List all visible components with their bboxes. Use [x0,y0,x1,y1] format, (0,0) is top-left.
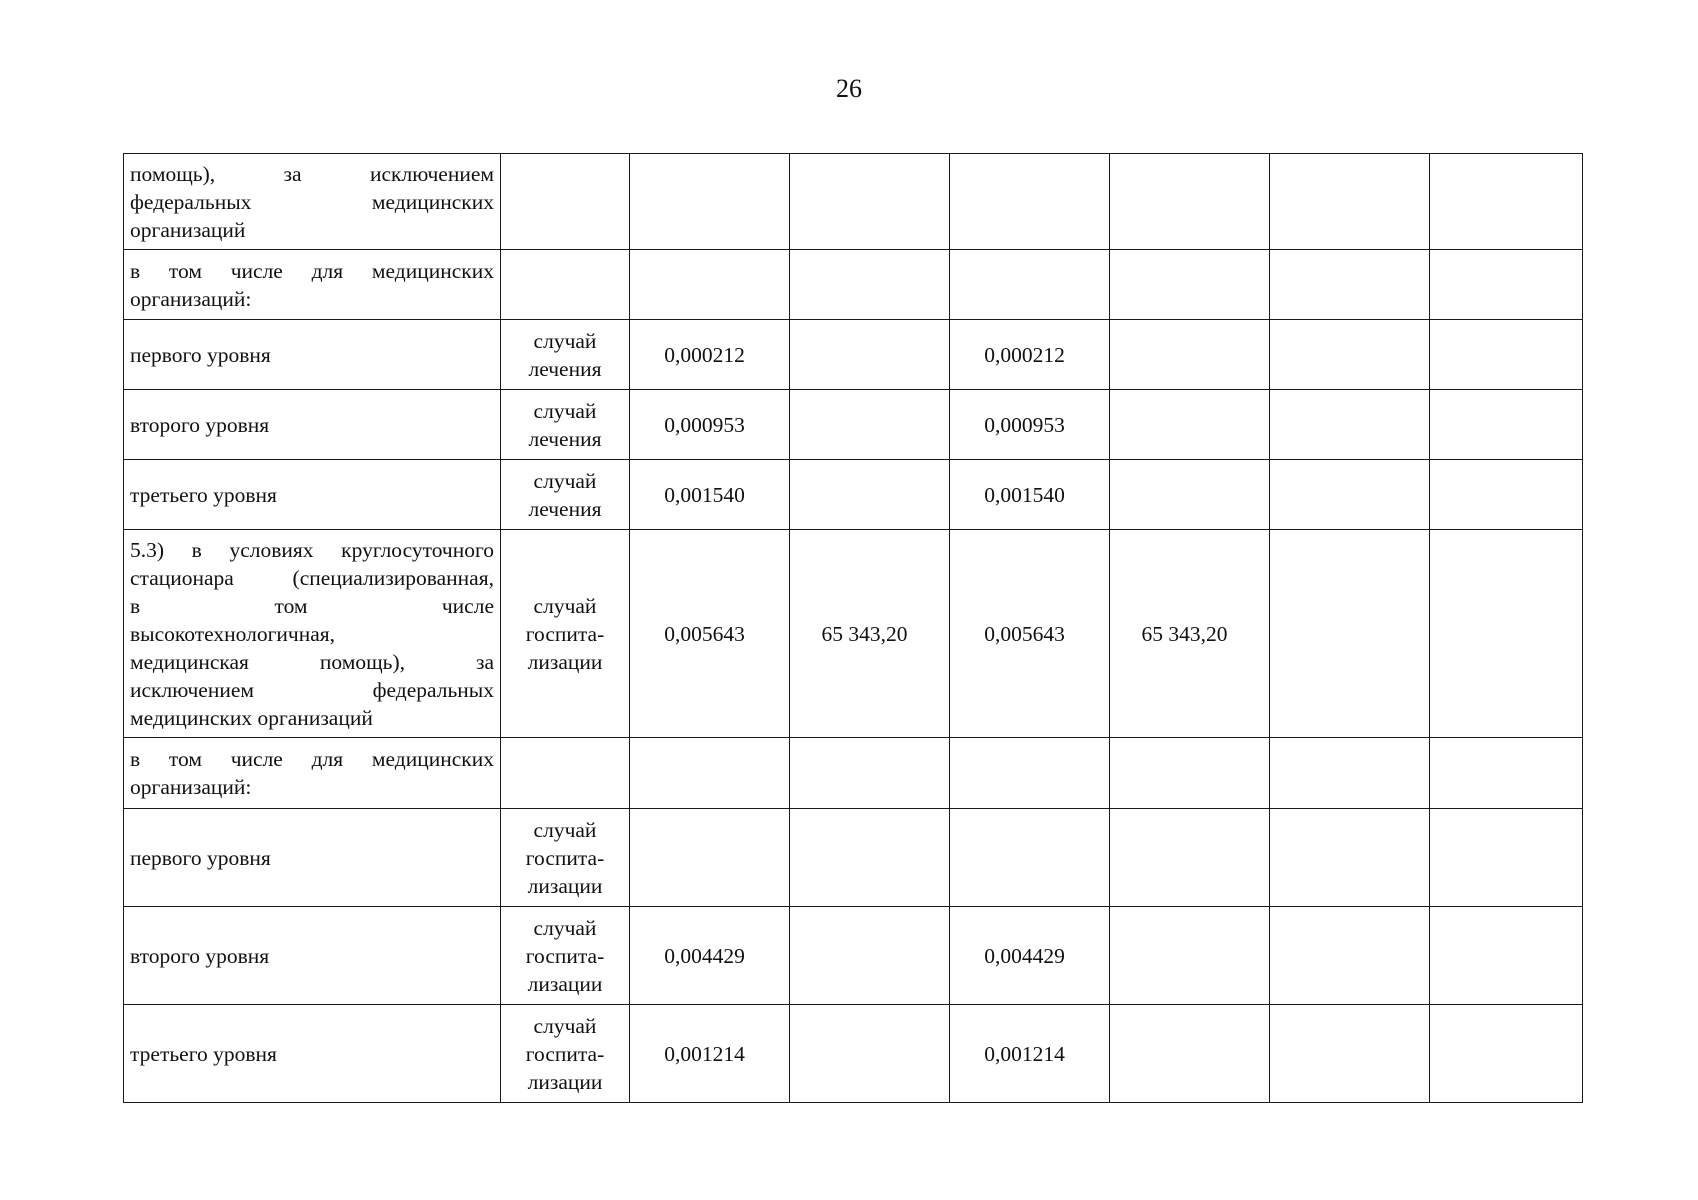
table-row [124,809,1583,907]
row-name-cell [124,390,501,460]
unit-cell [501,1005,630,1103]
value-cell: 0,005643 [630,530,790,738]
row-name-line: федеральных медицинских [130,189,494,214]
table-row [124,1005,1583,1103]
value-cell [1430,809,1583,907]
value-cell [1270,530,1430,738]
value-cell [790,809,950,907]
row-name-line: медицинская помощь), за [130,649,494,674]
row-name-cell [124,738,501,809]
row-name-line: 5.3) в условиях круглосуточного [130,537,494,562]
unit-line: лизации [527,971,603,996]
row-name-line: организаций: [130,286,252,311]
value-cell: 65 343,20 [790,530,950,738]
value-cell [1430,250,1583,320]
value-cell [1430,530,1583,738]
value-cell [790,390,950,460]
unit-line: случай [533,915,597,940]
value-cell [1270,460,1430,530]
row-name-line: в том числе для медицинских [130,747,494,771]
unit-line: лизации [527,873,603,898]
table-row [124,907,1583,1005]
value-cell [1430,1005,1583,1103]
value-cell [1110,460,1270,530]
row-name-cell [124,154,501,250]
row-name-line: первого уровня [130,342,271,367]
value-cell [1110,320,1270,390]
unit-line: лечения [528,426,602,451]
value-cell [950,738,1110,809]
unit-cell [501,250,630,320]
unit-line: лизации [527,1069,603,1094]
value-cell [630,154,790,250]
row-name-line: исключением федеральных [130,677,494,702]
row-name-cell [124,530,501,738]
unit-line: госпита- [525,943,605,968]
row-name-line: второго уровня [130,943,270,968]
value-cell: 0,000212 [630,320,790,390]
value-cell: 0,001540 [950,460,1110,530]
value-cell [790,460,950,530]
value-cell [1110,907,1270,1005]
unit-line: госпита- [525,845,605,870]
table-row [124,320,1583,390]
value-cell [1430,460,1583,530]
value-cell [1430,907,1583,1005]
value-cell [1430,738,1583,809]
unit-line: случай [533,328,597,353]
unit-line: случай [533,398,597,423]
table-row [124,250,1583,320]
value-cell [1110,738,1270,809]
value-cell: 0,001214 [950,1005,1110,1103]
value-cell [1430,154,1583,250]
row-name-cell [124,250,501,320]
unit-line: лечения [528,496,602,521]
value-cell [790,154,950,250]
unit-line: госпита- [525,621,605,646]
value-cell [630,809,790,907]
row-name-line: высокотехнологичная, [130,621,336,646]
row-name-cell [124,907,501,1005]
value-cell [1110,390,1270,460]
value-cell [790,738,950,809]
table-row [124,154,1583,250]
value-cell [1270,738,1430,809]
value-cell: 0,004429 [630,907,790,1005]
value-cell [1270,250,1430,320]
value-cell [950,250,1110,320]
unit-cell [501,809,630,907]
value-cell [790,907,950,1005]
value-cell: 0,001214 [630,1005,790,1103]
row-name-cell [124,460,501,530]
value-cell [1270,154,1430,250]
unit-cell [501,460,630,530]
value-cell [1270,390,1430,460]
row-name-cell [124,1005,501,1103]
row-name-line: организаций: [130,775,252,799]
unit-cell [501,738,630,809]
unit-line: госпита- [525,1041,605,1066]
value-cell [1270,1005,1430,1103]
unit-line: лизации [527,649,603,674]
value-cell [1270,907,1430,1005]
row-name-line: второго уровня [130,412,270,437]
value-cell [1110,809,1270,907]
row-name-cell [124,809,501,907]
value-cell: 0,005643 [950,530,1110,738]
value-cell [630,738,790,809]
row-name-line: третьего уровня [130,1041,277,1066]
value-cell: 0,000953 [630,390,790,460]
value-cell: 0,000212 [950,320,1110,390]
value-cell [1270,809,1430,907]
row-name-line: помощь), за исключением [130,161,494,186]
data-table [123,153,1583,1103]
row-name-cell [124,320,501,390]
value-cell: 65 343,20 [1110,530,1270,738]
value-cell: 0,000953 [950,390,1110,460]
row-name-line: стационара (специализированная, [130,565,494,590]
unit-cell [501,530,630,738]
value-cell [1110,154,1270,250]
page-number: 26 [836,74,862,103]
row-name-line: первого уровня [130,845,271,870]
unit-line: случай [533,817,597,842]
value-cell [1110,250,1270,320]
row-name-line: медицинских организаций [130,705,373,730]
table-row [124,738,1583,809]
table-row [124,390,1583,460]
value-cell [790,250,950,320]
unit-line: случай [533,593,597,618]
value-cell: 0,001540 [630,460,790,530]
unit-line: случай [533,1013,597,1038]
value-cell [1430,390,1583,460]
unit-cell [501,320,630,390]
row-name-line: организаций [130,217,246,242]
row-name-line: третьего уровня [130,482,277,507]
table-row [124,460,1583,530]
value-cell [790,320,950,390]
value-cell [790,1005,950,1103]
unit-cell [501,154,630,250]
table-row [124,530,1583,738]
value-cell [1430,320,1583,390]
unit-line: случай [533,468,597,493]
value-cell [950,809,1110,907]
unit-cell [501,907,630,1005]
value-cell [950,154,1110,250]
value-cell: 0,004429 [950,907,1110,1005]
row-name-line: в том числе для медицинских [130,258,494,283]
value-cell [1270,320,1430,390]
value-cell [1110,1005,1270,1103]
unit-line: лечения [528,356,602,381]
row-name-line: в том числе [130,593,494,618]
value-cell [630,250,790,320]
unit-cell [501,390,630,460]
